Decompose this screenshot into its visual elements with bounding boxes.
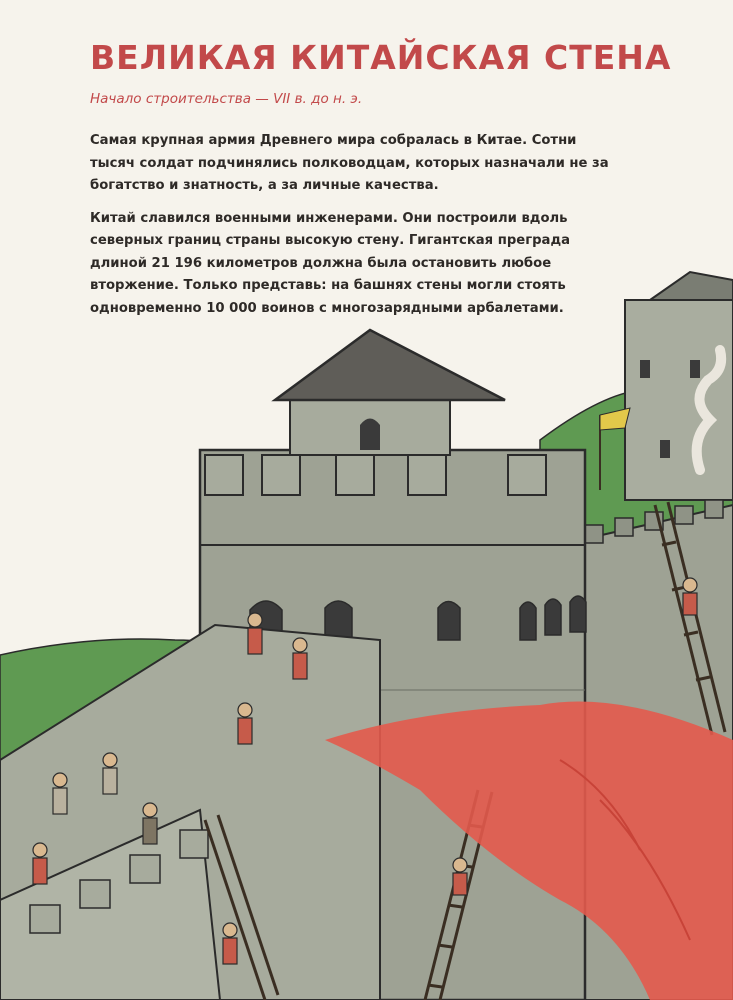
paragraph-2: Китай славился военными инженерами. Они построили вдоль северных границ страны высокую стену. Гигантская преграда длиной 21 196 километров должна была остановить любое вторжение. Только представь: на башнях стены могли стоять одновременно 10 000 воинов с многозарядными арбалетами.	[90, 210, 571, 316]
page-subtitle: Начало строительства — VII в. до н. э.	[90, 91, 363, 107]
great-wall-illustration	[0, 260, 733, 1000]
page-title: ВЕЛИКАЯ КИТАЙСКАЯ СТЕНА	[90, 38, 672, 77]
distant-tower	[625, 272, 733, 500]
paragraph-1: Самая крупная армия Древнего мира собралась в Китае. Сотни тысяч солдат подчинялись полководцам, которых назначали не за богатство и знатность, а за личные качества.	[90, 133, 609, 193]
